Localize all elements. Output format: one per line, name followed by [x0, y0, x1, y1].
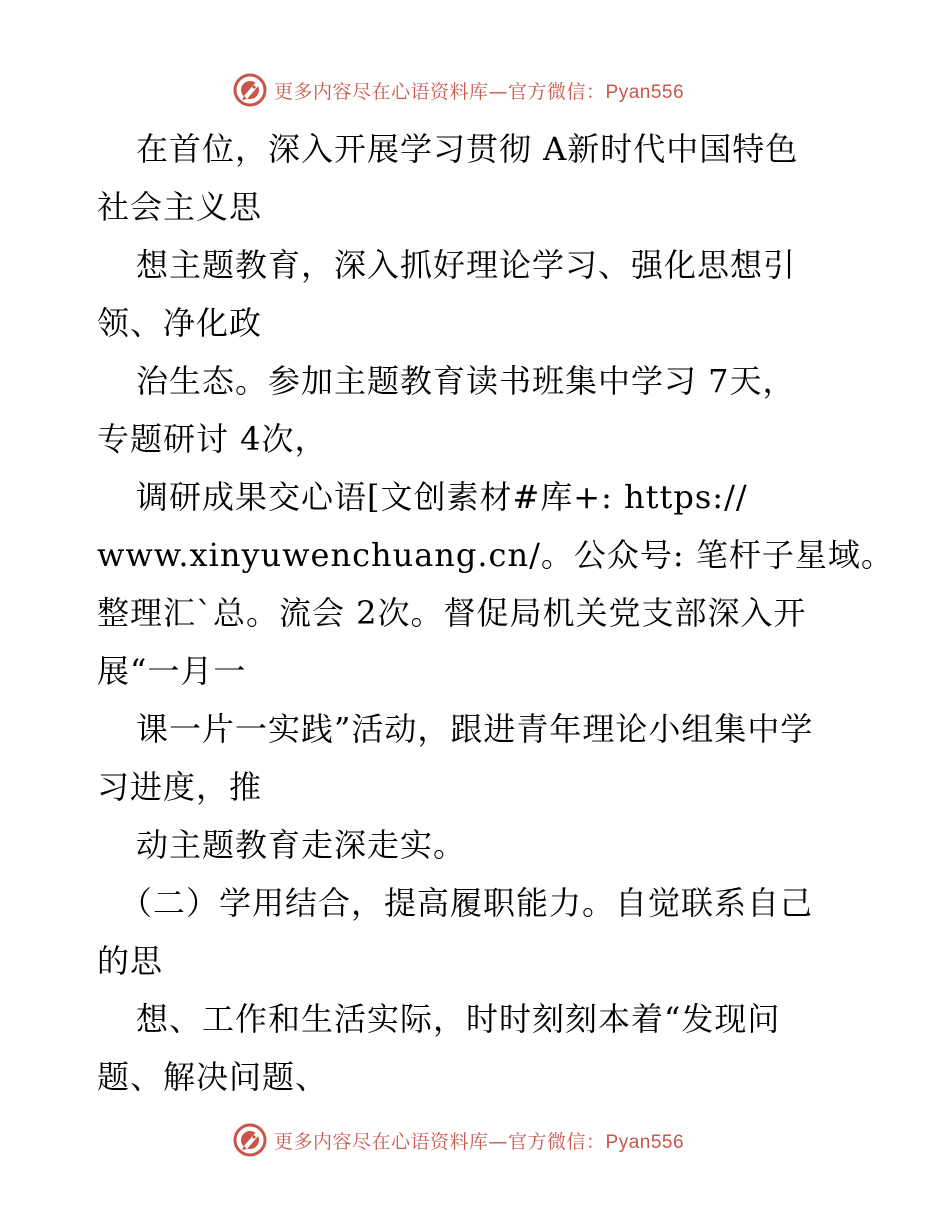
body-line: 社会主义思: [97, 188, 263, 226]
banner-handle: Pyan556: [605, 1131, 685, 1153]
header-banner: [232, 70, 684, 110]
body-line: 领、净化政: [97, 304, 263, 342]
banner-text: [274, 1127, 684, 1154]
banner-label: 更多内容尽在心语资料库—官方微信：: [274, 1130, 606, 1153]
banner-handle: Pyan556: [605, 81, 685, 103]
banner-label: 更多内容尽在心语资料库—官方微信：: [274, 80, 606, 103]
body-line: 想主题教育，深入抓好理论学习、强化思想引: [136, 246, 797, 284]
body-line: 整理汇`总。流会 2次。督促局机关党支部深入开: [97, 594, 807, 632]
body-line: 的思: [97, 942, 164, 980]
body-line: 题、解决问题、: [97, 1058, 329, 1096]
body-line: 展“一月一: [97, 652, 247, 690]
body-line: 在首位，深入开展学习贯彻 A新时代中国特色: [136, 130, 799, 168]
body-line: 动主题教育走深走实。: [136, 826, 467, 864]
body-line: 课一片一实践”活动，跟进青年理论小组集中学: [136, 710, 814, 748]
body-line: 专题研讨 4次，: [97, 420, 328, 458]
body-line: （二）学用结合，提高履职能力。自觉联系自己: [120, 884, 814, 922]
footer-banner: [232, 1120, 684, 1160]
pen-nib-circle-icon: [232, 72, 268, 108]
body-line: 想、工作和生活实际，时时刻刻本着“发现问: [136, 1000, 781, 1038]
pen-nib-circle-icon: [232, 1122, 268, 1158]
banner-text: [274, 77, 684, 104]
body-line: 调研成果交心语[文创素材#库+: https://: [136, 478, 748, 516]
body-line: 习进度，推: [97, 768, 263, 806]
body-line: 治生态。参加主题教育读书班集中学习 7天，: [136, 362, 796, 400]
body-line: www.xinyuwenchuang.cn/。公众号: 笔杆子星域。: [97, 536, 894, 574]
